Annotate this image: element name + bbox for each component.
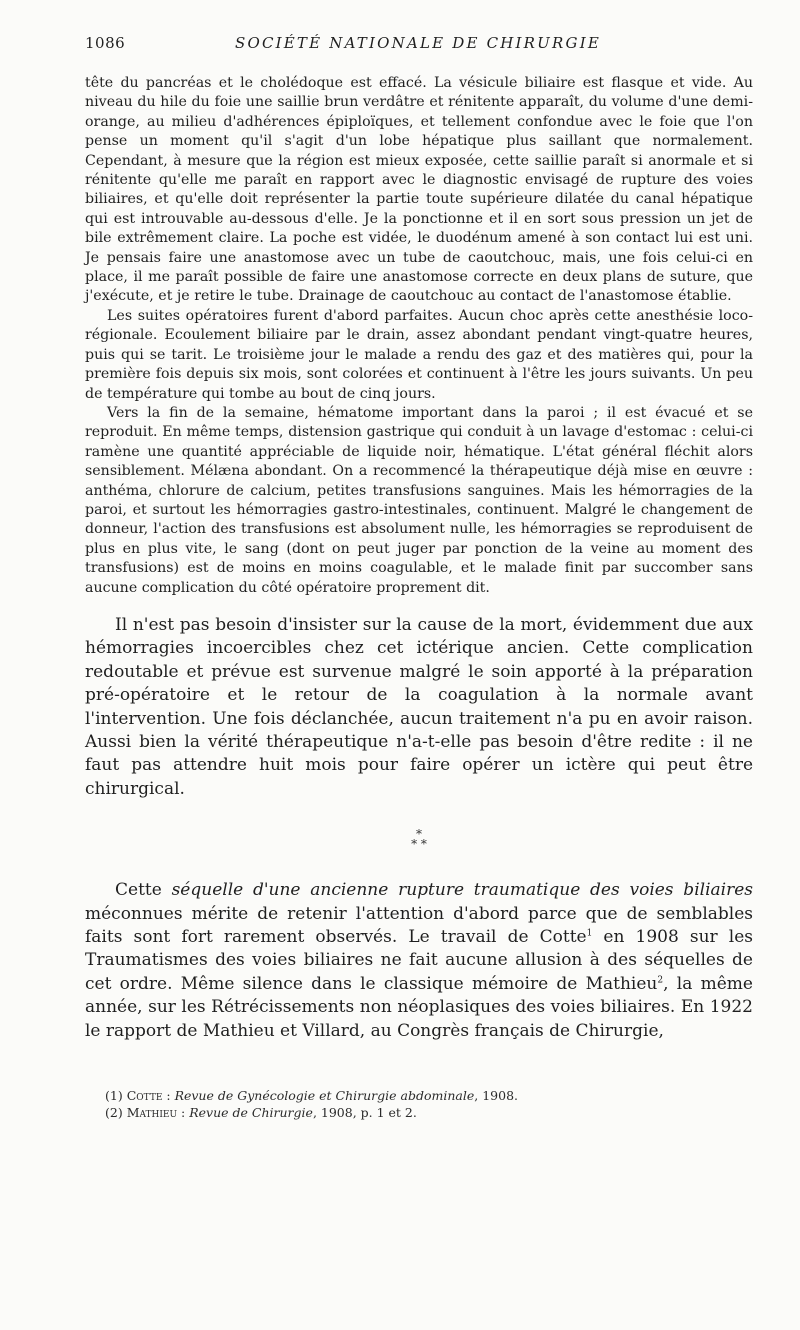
running-header — [85, 34, 753, 74]
section-2-paragraph — [85, 879, 753, 1043]
running-title: SOCIÉTÉ NATIONALE DE CHIRURGIE — [235, 34, 601, 52]
asterism-bottom: * * — [411, 837, 427, 852]
discussion-paragraph: Il n'est pas besoin d'insister sur la cause de la mort, évidemment due aux hémorragies incoercibles chez cet ictérique ancien. Cette complication redoutable et prévue est survenue malgré le soin apporté à la préparation pré-opératoire et le retour de la coagulation à la normale avant l'intervention. Une fois déclanchée, aucun traitement n'a pu en avoir raison. Aussi bien la vérité thérapeutique n'a-t-elle pas besoin d'être redite : il ne faut pas attendre huit mois pour faire opérer un ictère qui peut être chirurgical. — [85, 614, 753, 799]
case-paragraph-2: Les suites opératoires furent d'abord parfaites. Aucun choc après cette anesthésie loco-régionale. Ecoulement biliaire par le drain, assez abondant pendant vingt-quatre heures, puis qui se tarit. Le troisième jour le malade a rendu des gaz et des matières qui, pour la première fois depuis six mois, sont colorées et continuent à l'être les jours suivants. Un peu de température qui tombe au bout de cinq jours. — [85, 307, 753, 402]
footnote-author: Mathieu — [126, 1105, 178, 1121]
footnote-rest: , 1908, p. 1 et 2. — [312, 1105, 417, 1121]
footnote-author: Cotte — [126, 1088, 163, 1104]
section-2 — [85, 879, 753, 1043]
footnote-marker: (1) — [105, 1088, 123, 1104]
section-2-text-b: en 1908 sur les Traumatismes des voies biliaires ne fait aucune allusion à des séquelles de cet ordre. Même silence dans le classique mémoire de Mathieu — [85, 927, 753, 994]
page — [85, 34, 753, 1121]
footnote-source: Revue de Gynécologie et Chirurgie abdominale — [174, 1088, 475, 1104]
footnote-rest: , 1908. — [474, 1088, 518, 1104]
footnote-1 — [105, 1087, 753, 1104]
asterism-top: * — [416, 827, 422, 842]
section-2-text-a: méconnues mérite de retenir l'attention d'abord parce que de semblables faits sont fort rarement observés. Le travail de Cotte — [85, 903, 753, 948]
case-report — [85, 74, 753, 598]
section-2-text-c: , la même année, sur les Rétrécissements non néoplasiques des voies biliaires. En 1922 le rapport de Mathieu et Villard, au Congrès français de Chirurgie, — [85, 973, 753, 1041]
asterism-separator — [85, 827, 753, 852]
footnote-marker: (2) — [105, 1105, 123, 1121]
section-2-italic-title: séquelle d'une ancienne rupture traumatique des voies biliaires — [171, 880, 753, 901]
footnotes — [85, 1087, 753, 1121]
footnote-ref-2[interactable]: 2 — [657, 975, 664, 986]
footnote-separator: : — [177, 1105, 190, 1121]
footnote-ref-1[interactable]: 1 — [586, 928, 593, 939]
page-number: 1086 — [85, 34, 126, 52]
footnote-separator: : — [162, 1088, 175, 1104]
section-2-intro: Cette — [115, 880, 162, 901]
footnote-source: Revue de Chirurgie — [189, 1105, 313, 1121]
footnote-2 — [105, 1104, 753, 1121]
case-paragraph-1: tête du pancréas et le cholédoque est effacé. La vésicule biliaire est flasque et vide. Au niveau du hile du foie une saillie brun verdâtre et rénitente apparaît, du volume d'une demi-orange, au milieu d'adhérences épiploïques, et tellement confondue avec le foie que l'on pense un moment qu'il s'agit d'un lobe hépatique plus saillant que normalement. Cependant, à mesure que la région est mieux exposée, cette saillie paraît si anormale et si rénitente qu'elle me paraît en rapport avec le diagnostic envisagé de rupture des voies biliaires, et qu'elle doit représenter la partie toute supérieure dilatée du canal hépatique qui est introuvable au-dessous d'elle. Je la ponctionne et il en sort sous pression un jet de bile extrêmement claire. La poche est vidée, le duodénum amené à son contact lui est uni. Je pensais faire une anastomose avec un tube de caoutchouc, mais, une fois celui-ci en place, il me paraît possible de faire une anastomose correcte en deux plans de suture, que j'exécute, et je retire le tube. Drainage de caoutchouc au contact de l'anastomose établie. — [85, 75, 753, 305]
case-paragraph-3: Vers la fin de la semaine, hématome important dans la paroi ; il est évacué et se reproduit. En même temps, distension gastrique qui conduit à un lavage d'estomac : celui-ci ramène une quantité appréciable de liquide noir, hématique. L'état général fléchit alors sensiblement. Mélæna abondant. On a recommencé la thérapeutique déjà mise en œuvre : anthéma, chlorure de calcium, petites transfusions sanguines. Mais les hémorragies de la paroi, et surtout les hémorragies gastro-intestinales, continuent. Malgré le changement de donneur, l'action des transfusions est absolument nulle, les hémorragies se reproduisent de plus en plus vite, le sang (dont on peut juger par ponction de la veine au moment des transfusions) est de moins en moins coagulable, et le malade finit par succomber sans aucune complication du côté opératoire proprement dit. — [85, 404, 753, 596]
discussion — [85, 614, 753, 801]
